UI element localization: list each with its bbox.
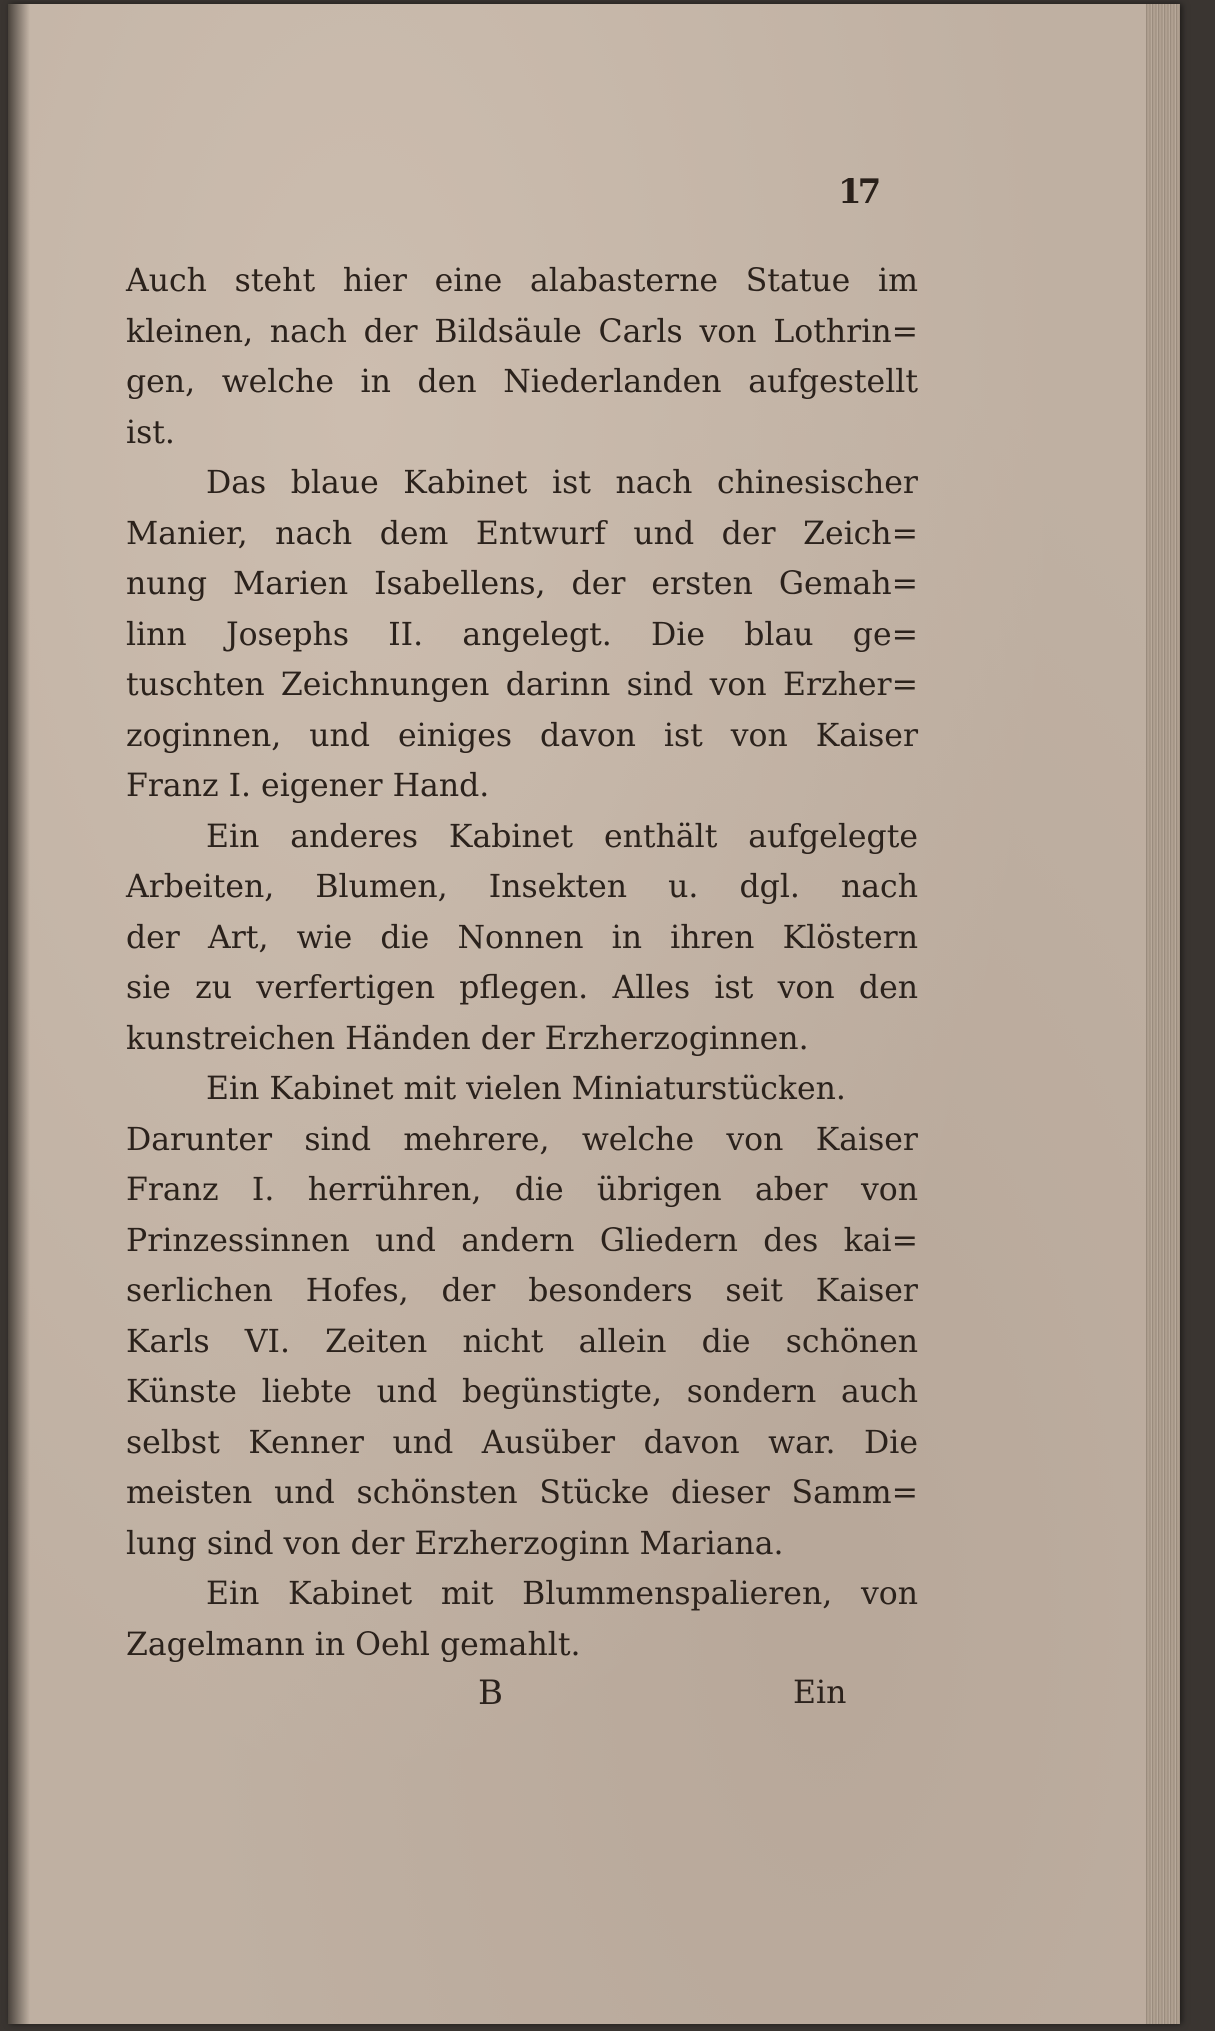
text-line: Ein Kabinet mit vielen Miniaturstücken. xyxy=(206,1071,846,1107)
text-line: kunstreichen Händen der Erzherzoginnen. xyxy=(126,1020,809,1057)
page-gutter-shadow xyxy=(8,4,30,2024)
text-line: zoginnen, und einiges davon ist von Kaiser xyxy=(126,717,918,754)
text-line: Prinzessinnen und andern Gliedern des kai= xyxy=(126,1222,918,1259)
page-fore-edge xyxy=(1146,4,1180,2024)
text-line: Manier, nach dem Entwurf und der Zeich= xyxy=(126,515,918,552)
text-line: Das blaue Kabinet ist nach chinesischer xyxy=(206,465,918,501)
text-line: Franz I. eigener Hand. xyxy=(126,768,490,804)
signature-mark: B xyxy=(478,1673,503,1713)
text-line: sie zu verfertigen pflegen. Alles ist von den xyxy=(126,970,918,1006)
text-line: linn Josephs II. angelegt. Die blau ge= xyxy=(126,616,918,653)
text-line: gen, welche in den Niederlanden aufgestellt xyxy=(126,364,918,400)
text-line: meisten und schönsten Stücke dieser Samm= xyxy=(126,1475,918,1511)
text-line: Zagelmann in Oehl gemahlt. xyxy=(126,1626,581,1663)
text-line: lung sind von der Erzherzoginn Mariana. xyxy=(126,1525,784,1562)
text-line: Ein anderes Kabinet enthält aufgelegte xyxy=(206,818,918,855)
text-line: der Art, wie die Nonnen in ihren Klöstern xyxy=(126,919,918,956)
text-line: selbst Kenner und Ausüber davon war. Die xyxy=(126,1424,918,1461)
text-line: Künste liebte und begünstigte, sondern auch xyxy=(126,1374,918,1410)
text-line: Ein Kabinet mit Blummenspalieren, von xyxy=(206,1576,918,1612)
text-line: tuschten Zeichnungen darinn sind von Erzher= xyxy=(126,667,918,703)
text-line: Auch steht hier eine alabasterne Statue im xyxy=(126,263,918,299)
text-line: serlichen Hofes, der besonders seit Kaiser xyxy=(126,1273,918,1309)
page-footer xyxy=(0,1668,1215,1718)
text-line: Darunter sind mehrere, welche von Kaiser xyxy=(126,1121,918,1158)
text-line: ist. xyxy=(126,414,175,451)
text-line: nung Marien Isabellens, der ersten Gemah= xyxy=(126,566,918,602)
catchword: Ein xyxy=(793,1675,847,1711)
page-number: 17 xyxy=(838,172,878,212)
text-line: kleinen, nach der Bildsäule Carls von Lothrin= xyxy=(126,313,918,350)
text-line: Karls VI. Zeiten nicht allein die schönen xyxy=(126,1323,918,1360)
text-line: Arbeiten, Blumen, Insekten u. dgl. nach xyxy=(126,869,918,905)
body-text xyxy=(126,256,918,1670)
text-line: Franz I. herrühren, die übrigen aber von xyxy=(126,1172,918,1208)
book-page xyxy=(8,4,1180,2024)
